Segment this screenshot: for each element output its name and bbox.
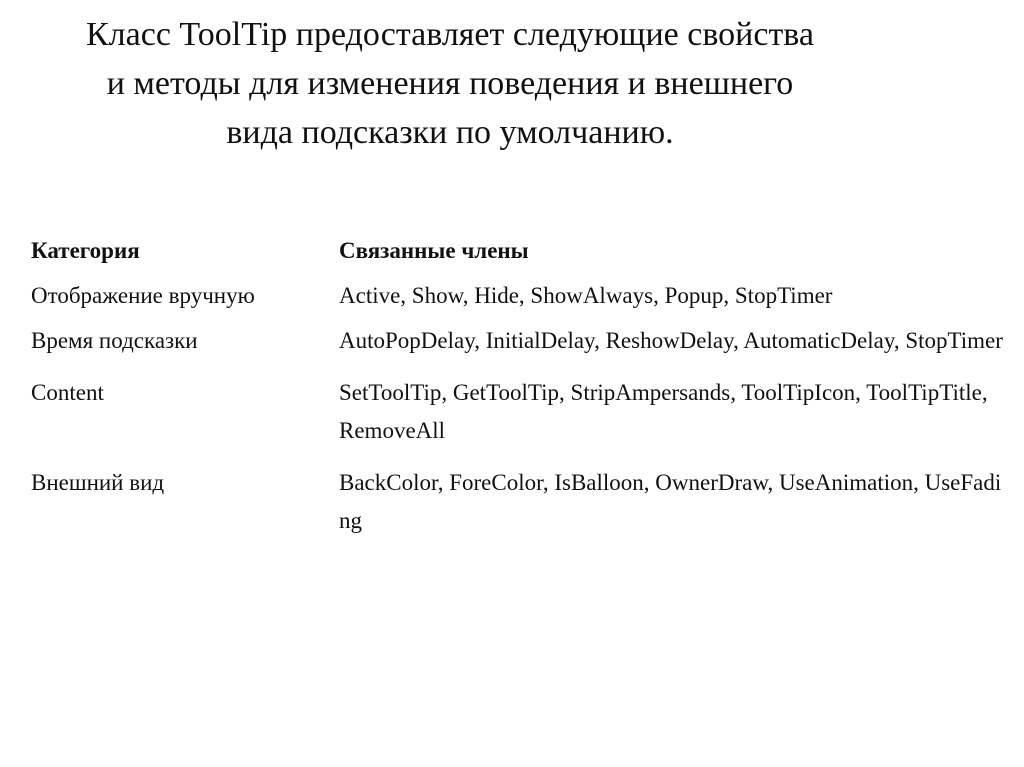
- table-row: [31, 322, 1006, 374]
- table-header-row: [31, 232, 1006, 277]
- row-members: AutoPopDelay, InitialDelay, ReshowDelay, AutomaticDelay, StopTimer: [339, 328, 1003, 353]
- row-members: Active, Show, Hide, ShowAlways, Popup, StopTimer: [339, 283, 833, 308]
- table-row: [31, 464, 1006, 554]
- row-category: Content: [31, 380, 104, 405]
- table-row: [31, 277, 1006, 322]
- members-table: [31, 232, 1006, 554]
- slide-title-line-1: Класс ToolTip предоставляет следующие свойства: [86, 16, 814, 53]
- header-members: Связанные члены: [339, 238, 529, 263]
- slide-title: [0, 10, 900, 157]
- header-category: Категория: [31, 238, 140, 263]
- row-category: Внешний вид: [31, 470, 165, 495]
- row-category: Отображение вручную: [31, 283, 255, 308]
- row-members: BackColor, ForeColor, IsBalloon, OwnerDraw, UseAnimation, UseFading: [339, 470, 1002, 533]
- row-category: Время подсказки: [31, 328, 198, 353]
- slide-title-line-2: и методы для изменения поведения и внешнего: [106, 65, 794, 102]
- row-members: SetToolTip, GetToolTip, StripAmpersands, ToolTipIcon, ToolTipTitle, RemoveAll: [339, 380, 988, 443]
- table-row: [31, 374, 1006, 464]
- slide-title-line-3: вида подсказки по умолчанию.: [226, 114, 674, 151]
